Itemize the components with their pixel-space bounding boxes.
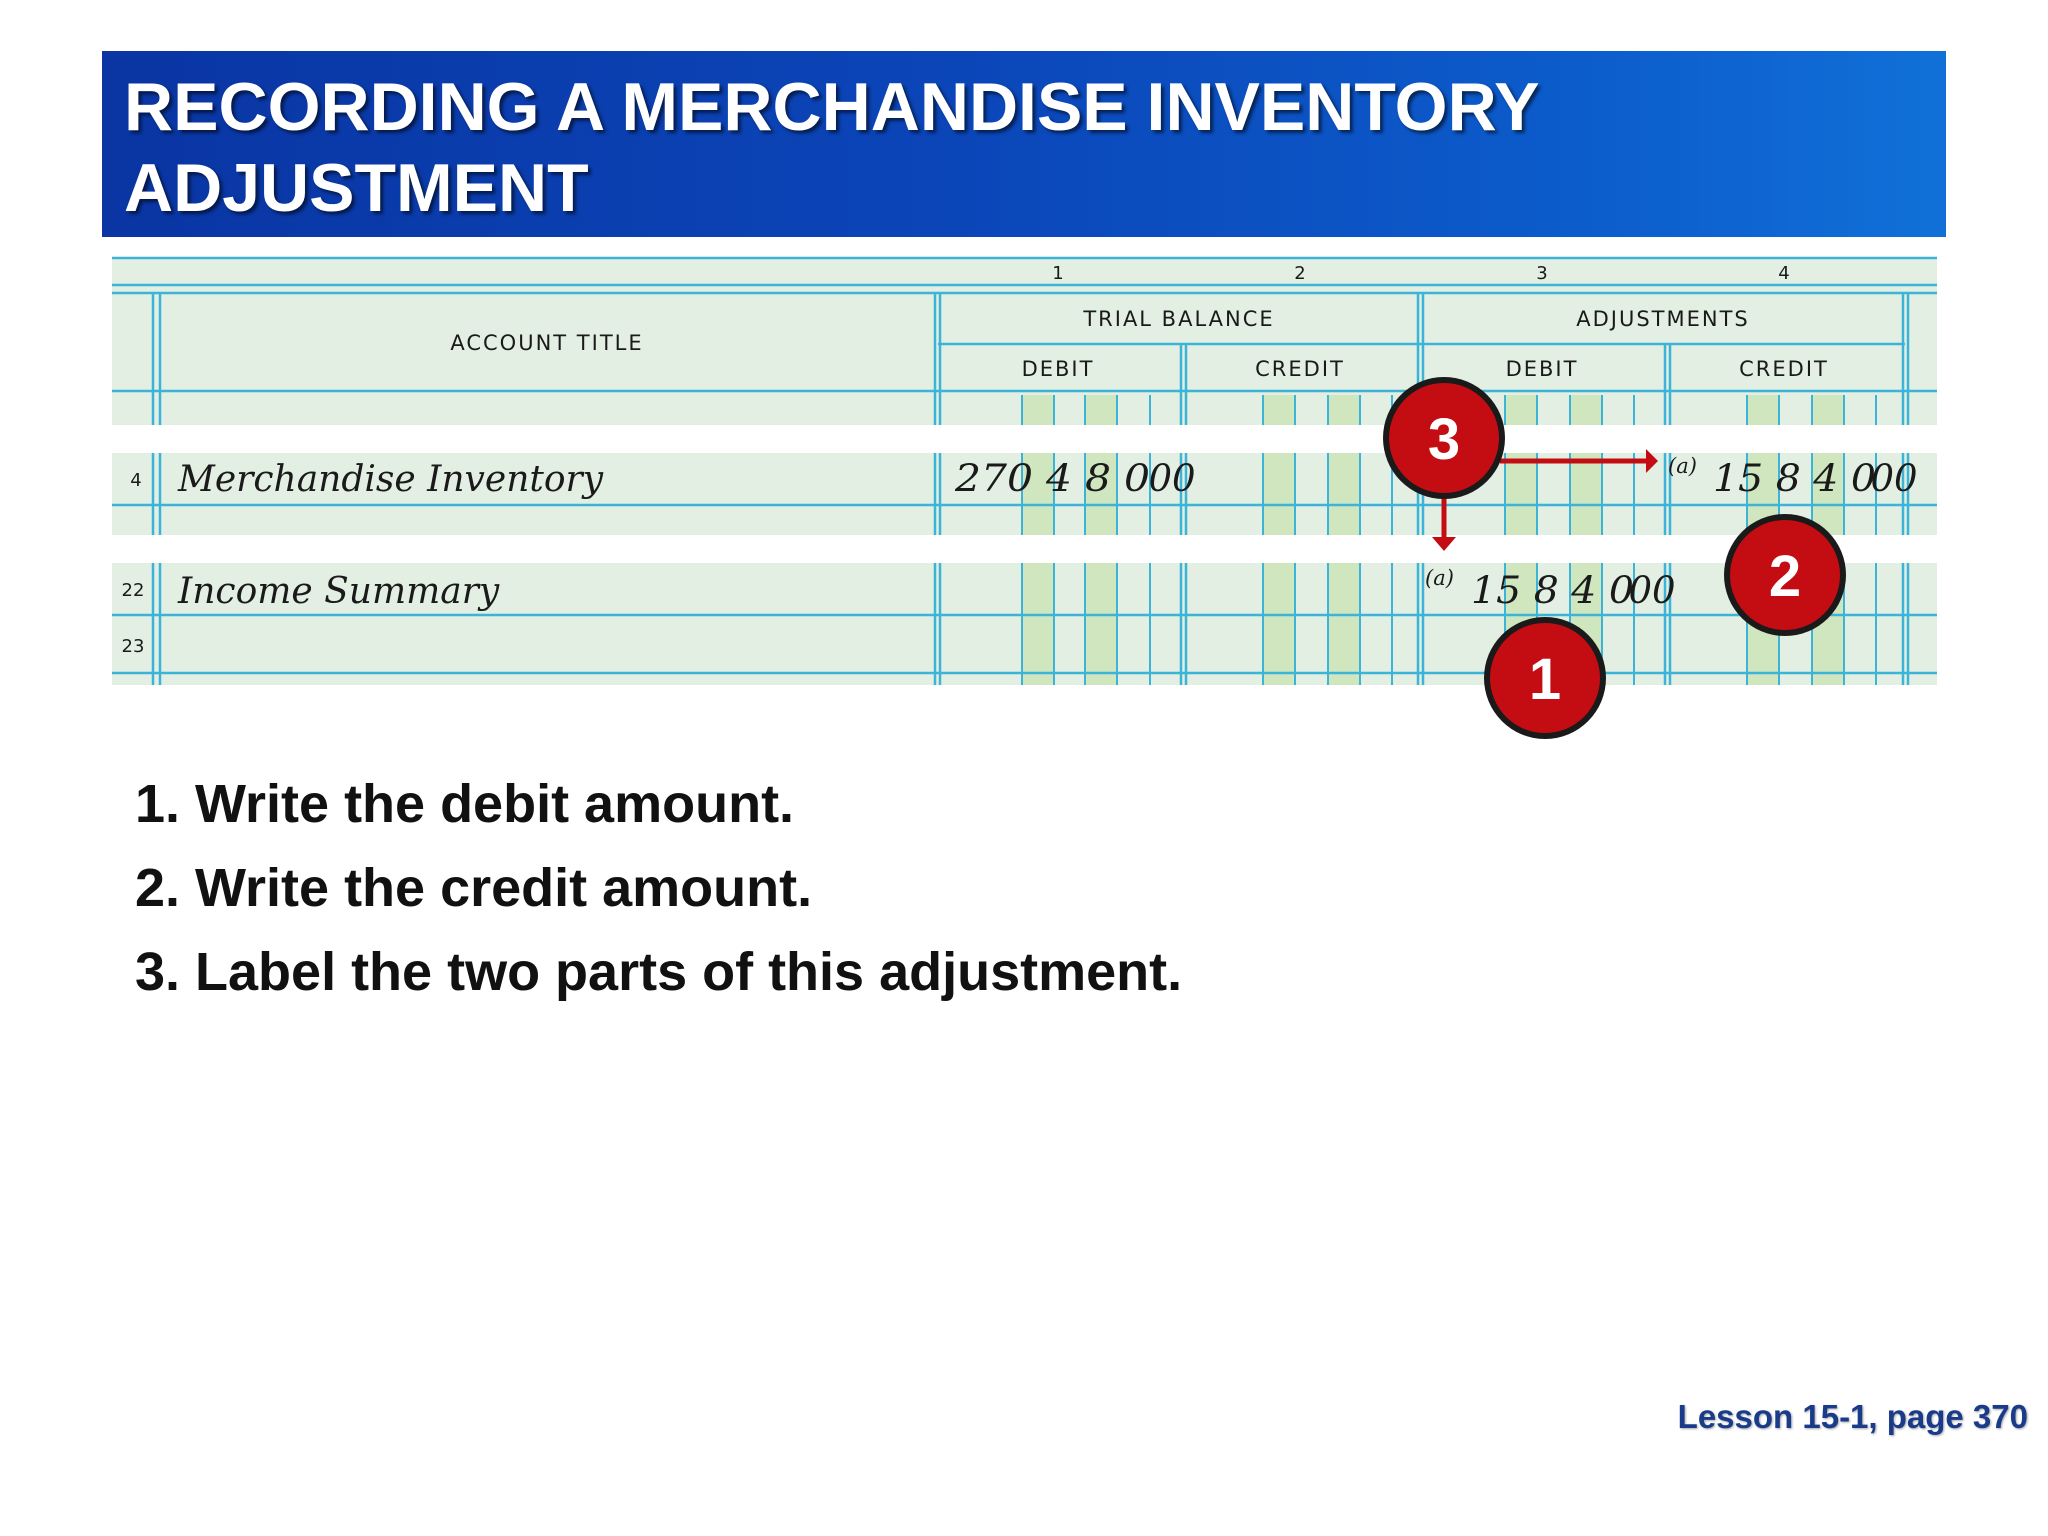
- column-number-2: 2: [1294, 263, 1306, 284]
- adjustments-credit-label-a: (a): [1668, 454, 1697, 478]
- slide-title: [124, 67, 1824, 229]
- adjustments-debit-header: DEBIT: [1505, 357, 1579, 381]
- adjustments-debit-label-a: (a): [1425, 566, 1454, 590]
- adjustments-debit-amount: 15 8 4 0: [1471, 569, 1634, 612]
- trial-balance-header: TRIAL BALANCE: [1083, 307, 1275, 331]
- callout-1-number: 1: [1528, 647, 1562, 712]
- callout-3: [1383, 377, 1505, 499]
- adjustments-debit-cents: 00: [1628, 569, 1676, 612]
- trial-balance-debit-amount: 270 4 8 0: [953, 457, 1150, 500]
- column-number-4: 4: [1778, 263, 1790, 284]
- step-2: 2. Write the credit amount.: [135, 858, 813, 918]
- row-number-22: 22: [121, 580, 145, 601]
- steps-list: [135, 762, 1635, 1014]
- callout-1: [1484, 617, 1606, 739]
- title-banner: [102, 51, 1946, 237]
- step-3: 3. Label the two parts of this adjustment.: [135, 942, 1183, 1002]
- column-number-1: 1: [1052, 263, 1064, 284]
- adjustments-credit-amount: 15 8 4 0: [1713, 457, 1876, 500]
- column-number-3: 3: [1536, 263, 1548, 284]
- account-title-header: ACCOUNT TITLE: [450, 331, 644, 355]
- adjustments-header: ADJUSTMENTS: [1576, 307, 1750, 331]
- account-income-summary: Income Summary: [178, 571, 500, 612]
- callout-3-number: 3: [1427, 407, 1461, 472]
- trial-balance-debit-header: DEBIT: [1021, 357, 1095, 381]
- work-sheet: [110, 255, 1980, 755]
- slide-title-line-2: ADJUSTMENT: [124, 150, 589, 226]
- adjustments-credit-header: CREDIT: [1739, 357, 1829, 381]
- adjustments-credit-cents: 00: [1870, 457, 1918, 500]
- trial-balance-credit-header: CREDIT: [1255, 357, 1345, 381]
- callout-2-number: 2: [1768, 544, 1802, 609]
- account-merchandise-inventory: Merchandise Inventory: [178, 459, 604, 500]
- step-1: 1. Write the debit amount.: [135, 774, 795, 834]
- callout-2: [1724, 514, 1846, 636]
- trial-balance-debit-cents: 00: [1148, 457, 1196, 500]
- row-number-4: 4: [130, 470, 142, 491]
- row-number-23: 23: [121, 636, 145, 657]
- lesson-reference: Lesson 15-1, page 370: [1677, 1398, 2028, 1435]
- work-sheet-drawing: [110, 255, 1980, 755]
- slide-title-line-1: RECORDING A MERCHANDISE INVENTORY: [124, 69, 1540, 145]
